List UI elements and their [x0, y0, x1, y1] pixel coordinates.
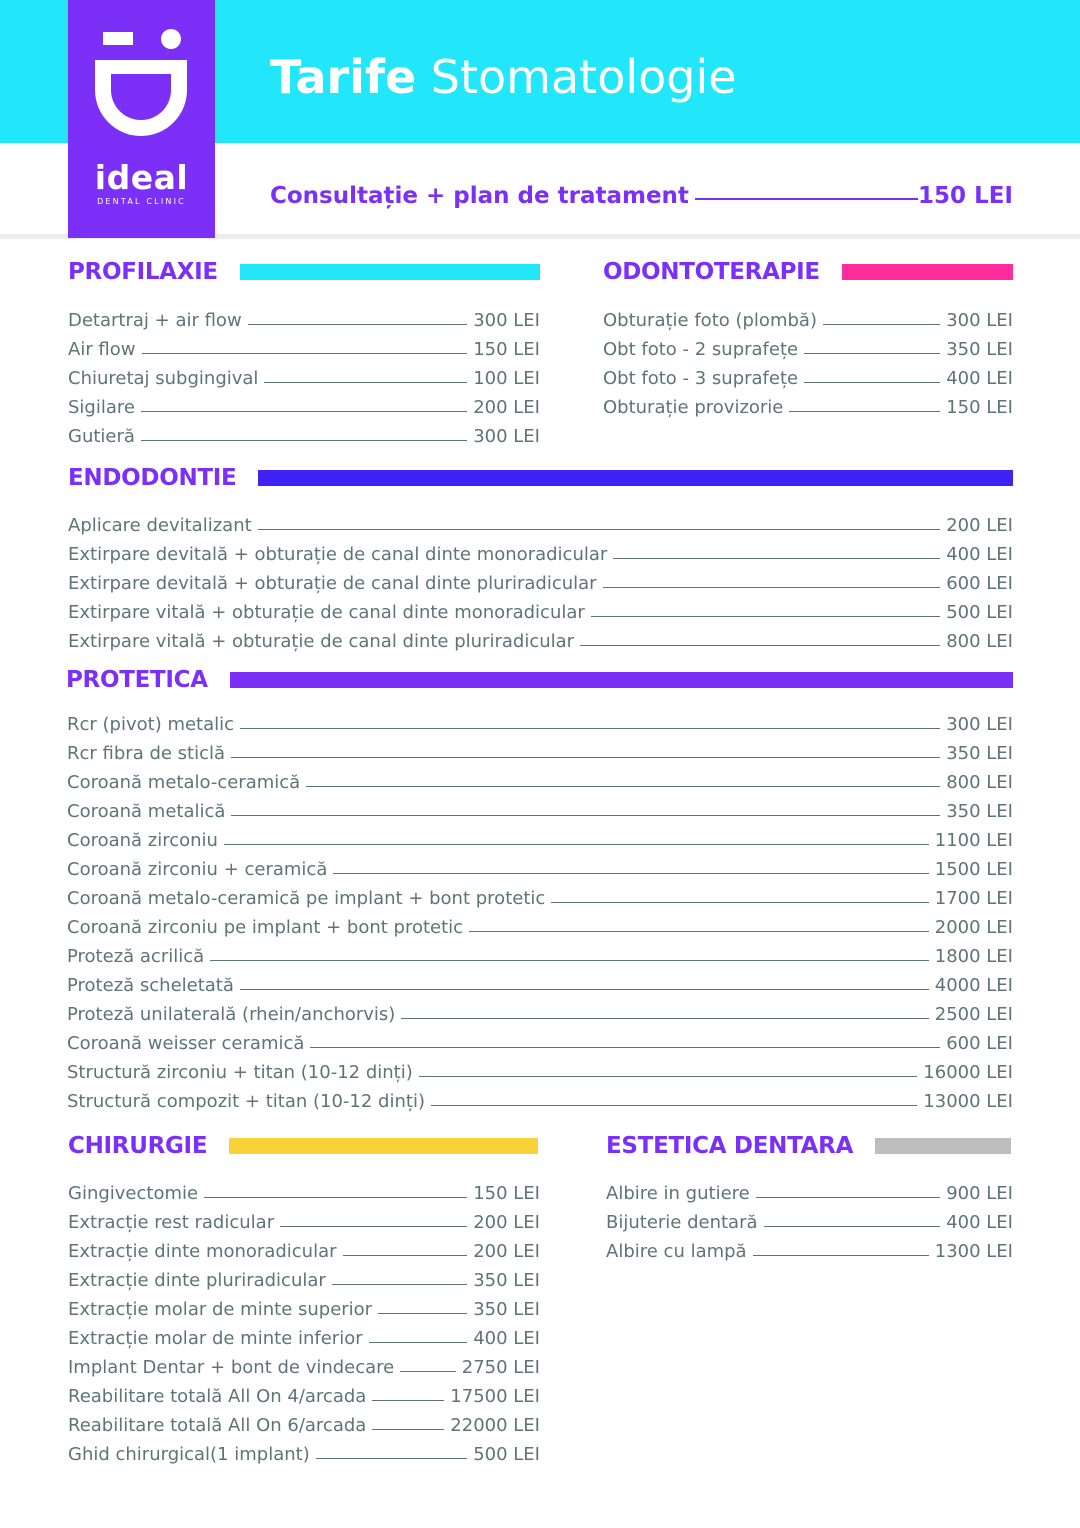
title-light: Stomatologie: [430, 50, 737, 104]
service-name: Coroană zirconiu: [67, 830, 218, 851]
section-title: PROTETICA: [66, 667, 208, 693]
service-price: 350 LEI: [473, 1270, 540, 1291]
price-row: [67, 851, 1013, 880]
service-price: 350 LEI: [473, 1299, 540, 1320]
section-header-odontoterapie: [603, 257, 1013, 287]
price-row: [603, 302, 1013, 331]
price-row: [68, 1436, 540, 1465]
service-price: 800 LEI: [946, 772, 1013, 793]
service-name: Obt foto - 3 suprafețe: [603, 368, 799, 389]
service-price: 1700 LEI: [934, 888, 1013, 909]
service-price: 300 LEI: [473, 426, 540, 447]
price-row: [68, 1291, 540, 1320]
service-name: Proteză acrilică: [67, 946, 205, 967]
service-price: 400 LEI: [473, 1328, 540, 1349]
price-row: [68, 507, 1013, 536]
service-name: Extirpare devitală + obturație de canal dinte pluriradicular: [68, 573, 597, 594]
service-price: 150 LEI: [473, 1183, 540, 1204]
leader-line: [789, 411, 940, 412]
section-color-bar: [229, 1138, 538, 1154]
service-price: 2750 LEI: [461, 1357, 540, 1378]
leader-line: [224, 844, 929, 845]
price-row: [68, 331, 540, 360]
leader-line: [210, 960, 929, 961]
service-name: Reabilitare totală All On 6/arcada: [68, 1415, 367, 1436]
leader-line: [591, 616, 940, 617]
price-row: [68, 1378, 540, 1407]
service-price: 13000 LEI: [923, 1091, 1013, 1112]
leader-line: [756, 1197, 940, 1198]
section-color-bar: [230, 672, 1013, 688]
service-name: Structură zirconiu + titan (10-12 dinți): [67, 1062, 413, 1083]
leader-line: [603, 587, 941, 588]
service-name: Extracție molar de minte inferior: [68, 1328, 363, 1349]
service-name: Proteză scheletată: [67, 975, 234, 996]
price-row: [67, 822, 1013, 851]
price-list-profilaxie: [68, 302, 540, 447]
leader-line: [231, 815, 940, 816]
leader-line: [332, 1284, 467, 1285]
consultation-price: 150 LEI: [918, 183, 1013, 209]
service-name: Coroană metalică: [67, 801, 226, 822]
leader-line: [240, 989, 929, 990]
leader-line: [823, 324, 940, 325]
service-name: Coroană zirconiu + ceramică: [67, 859, 328, 880]
leader-line: [419, 1076, 918, 1077]
service-name: Extirpare vitală + obturație de canal dinte monoradicular: [68, 602, 585, 623]
price-row: [68, 623, 1013, 652]
price-row: [67, 880, 1013, 909]
service-price: 2000 LEI: [934, 917, 1013, 938]
service-name: Implant Dentar + bont de vindecare: [68, 1357, 395, 1378]
service-price: 16000 LEI: [923, 1062, 1013, 1083]
price-list-estetica: [606, 1175, 1013, 1262]
service-price: 600 LEI: [946, 573, 1013, 594]
service-name: Obt foto - 2 suprafețe: [603, 339, 799, 360]
section-header-endodontie: [68, 463, 1013, 493]
price-row: [68, 360, 540, 389]
smile-logo-icon: [95, 28, 187, 138]
section-header-protetica: [66, 665, 1013, 695]
price-row: [67, 1054, 1013, 1083]
service-name: Gutieră: [68, 426, 135, 447]
service-price: 350 LEI: [946, 743, 1013, 764]
service-price: 1800 LEI: [934, 946, 1013, 967]
leader-line: [469, 931, 929, 932]
service-price: 350 LEI: [946, 801, 1013, 822]
leader-line: [306, 786, 940, 787]
leader-line: [316, 1458, 467, 1459]
price-row: [603, 360, 1013, 389]
service-name: Detartraj + air flow: [68, 310, 242, 331]
service-price: 100 LEI: [473, 368, 540, 389]
leader-line: [264, 382, 467, 383]
service-price: 400 LEI: [946, 544, 1013, 565]
price-row: [68, 536, 1013, 565]
price-row: [606, 1204, 1013, 1233]
leader-line: [804, 353, 940, 354]
leader-line: [378, 1313, 467, 1314]
section-header-chirurgie: [68, 1131, 538, 1161]
service-price: 400 LEI: [946, 368, 1013, 389]
service-price: 800 LEI: [946, 631, 1013, 652]
price-list-endodontie: [68, 507, 1013, 652]
service-price: 4000 LEI: [934, 975, 1013, 996]
service-name: Albire cu lampă: [606, 1241, 747, 1262]
service-name: Coroană metalo-ceramică pe implant + bont protetic: [67, 888, 546, 909]
service-price: 400 LEI: [946, 1212, 1013, 1233]
section-title: ODONTOTERAPIE: [603, 259, 820, 285]
leader-line: [280, 1226, 467, 1227]
price-row: [67, 764, 1013, 793]
price-row: [606, 1175, 1013, 1204]
price-row: [68, 418, 540, 447]
leader-line: [141, 411, 467, 412]
leader-line: [369, 1342, 468, 1343]
price-row: [68, 1349, 540, 1378]
leader-line: [695, 198, 918, 200]
price-row: [67, 938, 1013, 967]
service-name: Air flow: [68, 339, 136, 360]
brand-logo: [68, 0, 215, 238]
leader-line: [764, 1226, 941, 1227]
leader-line: [551, 902, 928, 903]
section-title: CHIRURGIE: [68, 1133, 208, 1159]
service-name: Structură compozit + titan (10-12 dinți): [67, 1091, 425, 1112]
section-color-bar: [875, 1138, 1011, 1154]
price-row: [68, 1233, 540, 1262]
section-color-bar: [258, 470, 1013, 486]
service-name: Chiuretaj subgingival: [68, 368, 259, 389]
leader-line: [343, 1255, 468, 1256]
service-name: Proteză unilaterală (rhein/anchorvis): [67, 1004, 396, 1025]
price-list-chirurgie: [68, 1175, 540, 1465]
brand-name: ideal: [94, 158, 189, 197]
service-price: 150 LEI: [473, 339, 540, 360]
leader-line: [248, 324, 468, 325]
price-row: [68, 1320, 540, 1349]
title-bold: Tarife: [270, 50, 417, 104]
service-price: 300 LEI: [946, 714, 1013, 735]
service-price: 17500 LEI: [450, 1386, 540, 1407]
service-name: Ghid chirurgical(1 implant): [68, 1444, 310, 1465]
leader-line: [258, 529, 941, 530]
service-name: Coroană metalo-ceramică: [67, 772, 301, 793]
service-name: Albire in gutiere: [606, 1183, 750, 1204]
service-name: Rcr fibra de sticlă: [67, 743, 226, 764]
consultation-line: [270, 175, 1013, 209]
service-name: Extracție molar de minte superior: [68, 1299, 373, 1320]
leader-line: [753, 1255, 929, 1256]
service-price: 600 LEI: [946, 1033, 1013, 1054]
service-name: Rcr (pivot) metalic: [67, 714, 235, 735]
price-row: [68, 389, 540, 418]
leader-line: [333, 873, 928, 874]
service-price: 22000 LEI: [450, 1415, 540, 1436]
service-price: 1500 LEI: [934, 859, 1013, 880]
service-price: 1300 LEI: [934, 1241, 1013, 1262]
price-row: [68, 1262, 540, 1291]
service-name: Extracție rest radicular: [68, 1212, 275, 1233]
price-row: [603, 389, 1013, 418]
page-title: [270, 50, 737, 104]
service-price: 350 LEI: [946, 339, 1013, 360]
price-list-odontoterapie: [603, 302, 1013, 418]
price-row: [67, 735, 1013, 764]
service-price: 500 LEI: [473, 1444, 540, 1465]
price-row: [68, 565, 1013, 594]
leader-line: [141, 440, 467, 441]
service-price: 2500 LEI: [934, 1004, 1013, 1025]
section-header-estetica: [606, 1131, 1011, 1161]
price-row: [67, 967, 1013, 996]
service-price: 200 LEI: [473, 1212, 540, 1233]
price-row: [68, 1204, 540, 1233]
service-name: Coroană zirconiu pe implant + bont protetic: [67, 917, 464, 938]
section-color-bar: [842, 264, 1013, 280]
service-name: Gingivectomie: [68, 1183, 199, 1204]
leader-line: [580, 645, 940, 646]
service-price: 150 LEI: [946, 397, 1013, 418]
service-price: 300 LEI: [473, 310, 540, 331]
leader-line: [804, 382, 940, 383]
price-row: [67, 793, 1013, 822]
price-row: [67, 1083, 1013, 1112]
service-name: Obturație provizorie: [603, 397, 784, 418]
leader-line: [400, 1371, 455, 1372]
service-price: 200 LEI: [946, 515, 1013, 536]
service-name: Aplicare devitalizant: [68, 515, 252, 536]
price-row: [68, 302, 540, 331]
leader-line: [142, 353, 468, 354]
leader-line: [310, 1047, 940, 1048]
service-name: Coroană weisser ceramică: [67, 1033, 305, 1054]
price-row: [68, 1175, 540, 1204]
section-title: ENDODONTIE: [68, 465, 237, 491]
price-list-protetica: [67, 706, 1013, 1112]
service-name: Obturație foto (plombă): [603, 310, 817, 331]
leader-line: [372, 1429, 444, 1430]
leader-line: [240, 728, 940, 729]
section-color-bar: [240, 264, 540, 280]
price-row: [67, 706, 1013, 735]
service-name: Reabilitare totală All On 4/arcada: [68, 1386, 367, 1407]
brand-tagline: DENTAL CLINIC: [97, 197, 186, 206]
price-row: [606, 1233, 1013, 1262]
service-price: 300 LEI: [946, 310, 1013, 331]
service-name: Extirpare devitală + obturație de canal dinte monoradicular: [68, 544, 608, 565]
leader-line: [231, 757, 940, 758]
consultation-label: Consultație + plan de tratament: [270, 183, 689, 209]
price-row: [67, 1025, 1013, 1054]
price-row: [67, 996, 1013, 1025]
section-title: PROFILAXIE: [68, 259, 218, 285]
section-header-profilaxie: [68, 257, 540, 287]
service-price: 500 LEI: [946, 602, 1013, 623]
service-price: 200 LEI: [473, 397, 540, 418]
section-title: ESTETICA DENTARA: [606, 1133, 854, 1159]
service-name: Sigilare: [68, 397, 135, 418]
service-name: Extracție dinte monoradicular: [68, 1241, 337, 1262]
price-row: [67, 909, 1013, 938]
leader-line: [613, 558, 940, 559]
service-price: 1100 LEI: [934, 830, 1013, 851]
price-row: [603, 331, 1013, 360]
price-row: [68, 1407, 540, 1436]
leader-line: [431, 1105, 917, 1106]
service-name: Extirpare vitală + obturație de canal dinte pluriradicular: [68, 631, 575, 652]
service-name: Bijuterie dentară: [606, 1212, 758, 1233]
leader-line: [372, 1400, 444, 1401]
leader-line: [401, 1018, 928, 1019]
service-name: Extracție dinte pluriradicular: [68, 1270, 326, 1291]
leader-line: [204, 1197, 467, 1198]
price-row: [68, 594, 1013, 623]
service-price: 900 LEI: [946, 1183, 1013, 1204]
service-price: 200 LEI: [473, 1241, 540, 1262]
